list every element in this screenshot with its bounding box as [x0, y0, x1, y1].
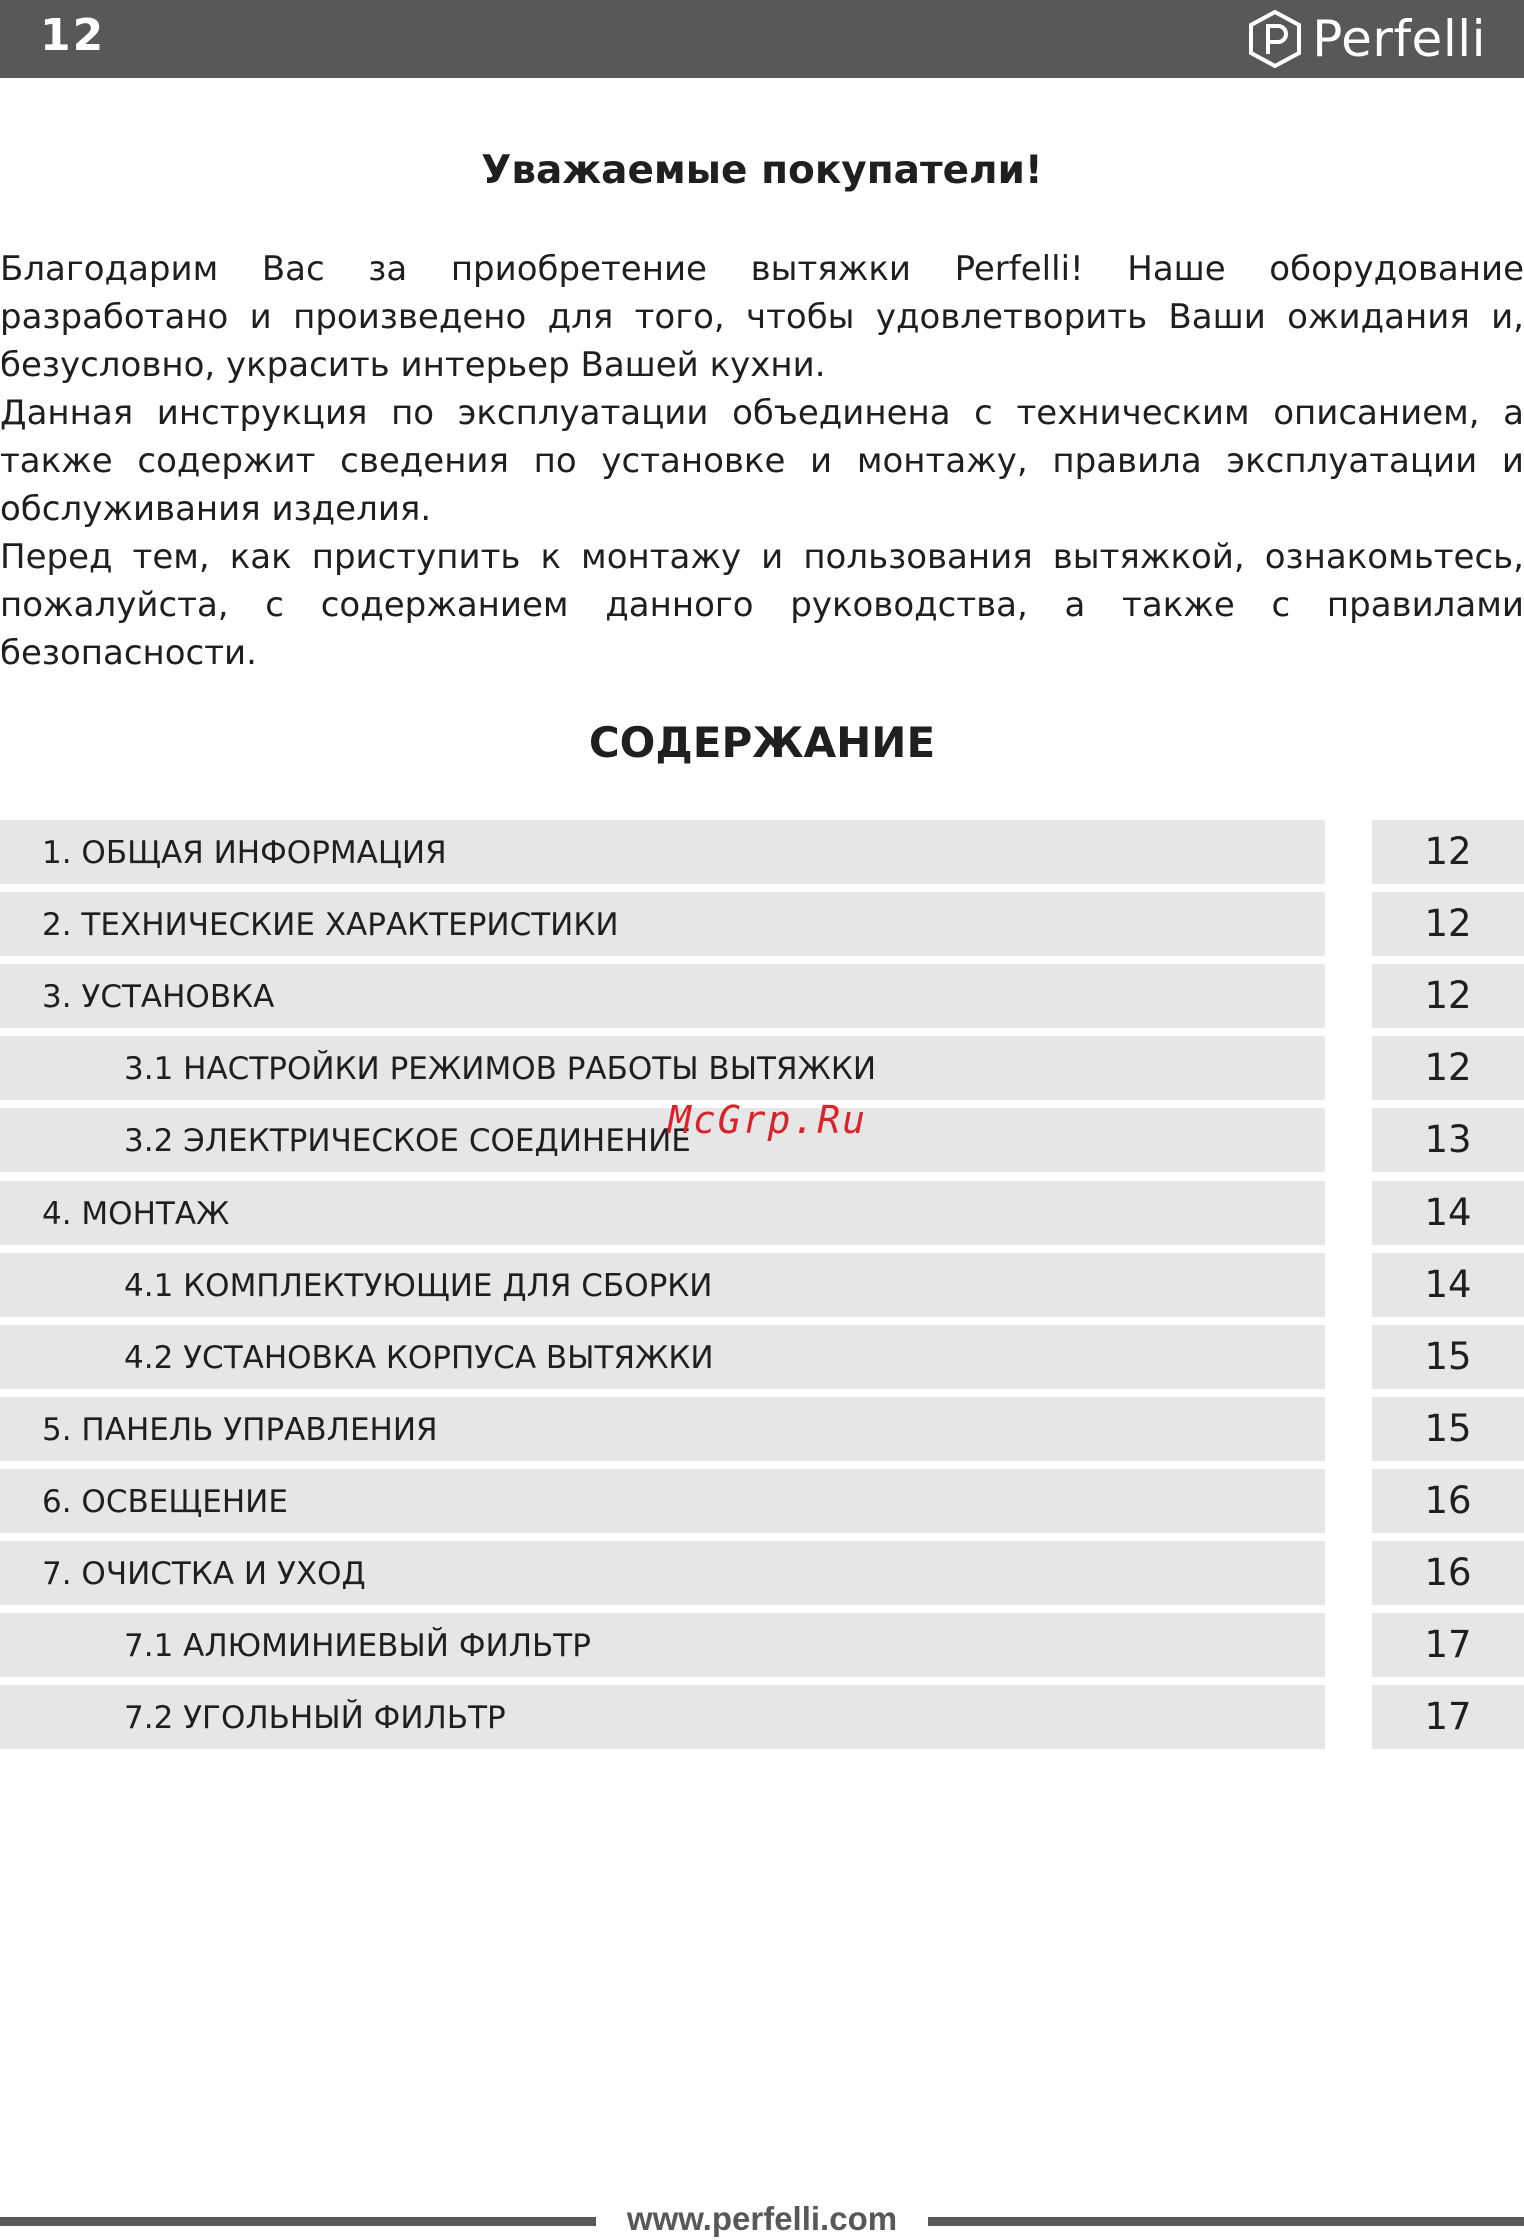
- page-header: [0, 0, 1524, 78]
- toc-row[interactable]: [0, 964, 1524, 1028]
- toc-row-label: 3. УСТАНОВКА: [0, 964, 1325, 1028]
- toc-row-page: 12: [1372, 964, 1524, 1028]
- toc-row[interactable]: [0, 1541, 1524, 1605]
- greeting-heading: Уважаемые покупатели!: [481, 148, 1043, 193]
- toc-title: СОДЕРЖАНИЕ: [588, 718, 936, 767]
- toc-row-label: 7.2 УГОЛЬНЫЙ ФИЛЬТР: [0, 1685, 1325, 1749]
- brand-name: Perfelli: [1312, 10, 1486, 68]
- toc-row[interactable]: [0, 1469, 1524, 1533]
- toc-row-page: 16: [1372, 1541, 1524, 1605]
- toc-row-page: 15: [1372, 1397, 1524, 1461]
- toc-row-page: 12: [1372, 892, 1524, 956]
- intro-paragraph: Перед тем, как приступить к монтажу и пользования вытяжкой, ознакомьтесь, пожалуйста, с содержанием данного руководства, а также с правилами безопасности.: [0, 537, 1524, 673]
- toc-row[interactable]: [0, 1036, 1524, 1100]
- toc-row-label: 6. ОСВЕЩЕНИЕ: [0, 1469, 1325, 1533]
- toc-row-label: 3.2 ЭЛЕКТРИЧЕСКОЕ СОЕДИНЕНИЕ: [0, 1108, 1325, 1172]
- toc-row-page: 13: [1372, 1108, 1524, 1172]
- watermark: McGrp.Ru: [668, 1098, 868, 1142]
- toc-row-page: 15: [1372, 1325, 1524, 1389]
- page-number: 12: [40, 10, 106, 61]
- toc-row[interactable]: [0, 1397, 1524, 1461]
- page-footer: [0, 2200, 1524, 2240]
- toc-row-label: 3.1 НАСТРОЙКИ РЕЖИМОВ РАБОТЫ ВЫТЯЖКИ: [0, 1036, 1325, 1100]
- toc-row[interactable]: [0, 1613, 1524, 1677]
- toc-row[interactable]: [0, 892, 1524, 956]
- perfelli-logo-icon: [1248, 10, 1302, 68]
- toc-row-page: 14: [1372, 1253, 1524, 1317]
- toc-row-label: 2. ТЕХНИЧЕСКИЕ ХАРАКТЕРИСТИКИ: [0, 892, 1325, 956]
- intro-paragraph: Благодарим Вас за приобретение вытяжки Perfelli! Наше оборудование разработано и произведено для того, чтобы удовлетворить Ваши ожидания и, безусловно, украсить интерьер Вашей кухни.: [0, 249, 1524, 385]
- intro-text: [0, 245, 1524, 677]
- toc-row-page: 16: [1372, 1469, 1524, 1533]
- toc-row[interactable]: [0, 820, 1524, 884]
- intro-paragraph: Данная инструкция по эксплуатации объединена с техническим описанием, а также содержит сведения по установке и монтажу, правила эксплуатации и обслуживания изделия.: [0, 393, 1524, 529]
- toc-row-page: 14: [1372, 1181, 1524, 1245]
- toc-row[interactable]: [0, 1685, 1524, 1749]
- brand-logo: [1248, 8, 1486, 70]
- toc-row-label: 7. ОЧИСТКА И УХОД: [0, 1541, 1325, 1605]
- toc-row-label: 4.2 УСТАНОВКА КОРПУСА ВЫТЯЖКИ: [0, 1325, 1325, 1389]
- toc-row[interactable]: [0, 1181, 1524, 1245]
- toc-row-page: 17: [1372, 1685, 1524, 1749]
- toc-row-label: 4. МОНТАЖ: [0, 1181, 1325, 1245]
- toc-row-page: 12: [1372, 820, 1524, 884]
- footer-url[interactable]: www.perfelli.com: [626, 2200, 898, 2237]
- toc-row-page: 17: [1372, 1613, 1524, 1677]
- toc-row[interactable]: [0, 1325, 1524, 1389]
- toc-row-label: 7.1 АЛЮМИНИЕВЫЙ ФИЛЬТР: [0, 1613, 1325, 1677]
- toc-row-label: 5. ПАНЕЛЬ УПРАВЛЕНИЯ: [0, 1397, 1325, 1461]
- toc-row[interactable]: [0, 1253, 1524, 1317]
- toc-row-label: 1. ОБЩАЯ ИНФОРМАЦИЯ: [0, 820, 1325, 884]
- toc-row-label: 4.1 КОМПЛЕКТУЮЩИЕ ДЛЯ СБОРКИ: [0, 1253, 1325, 1317]
- toc-row-page: 12: [1372, 1036, 1524, 1100]
